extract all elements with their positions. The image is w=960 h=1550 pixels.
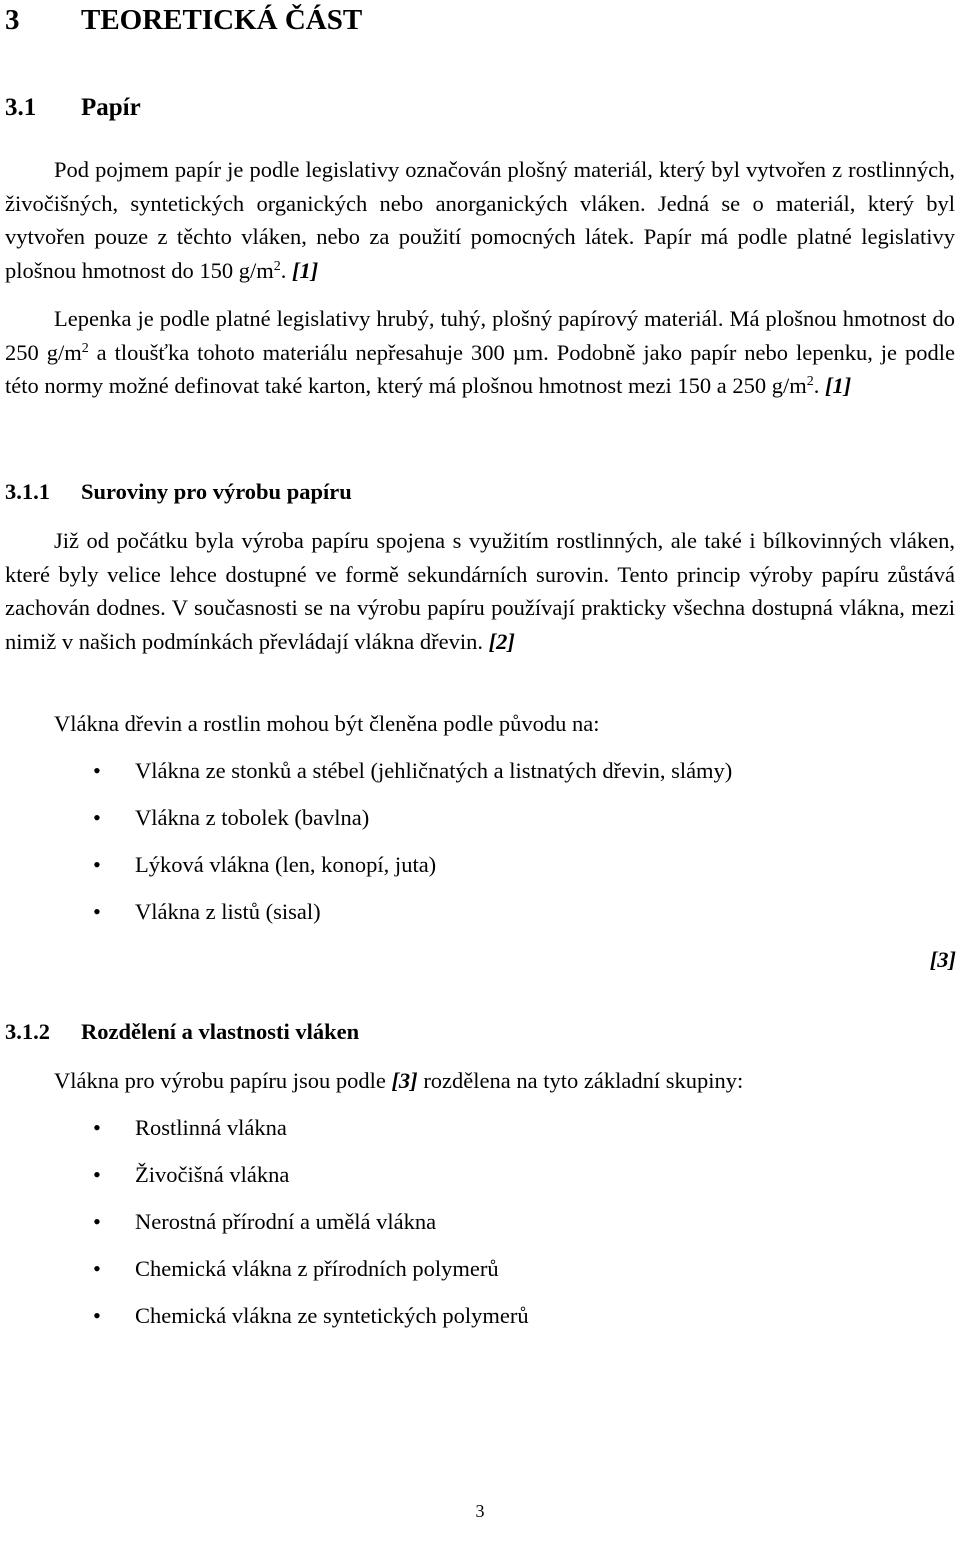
list-intro-groups: Vlákna pro výrobu papíru jsou podle [3] rozdělena na tyto základní skupiny:: [54, 1068, 744, 1093]
bullet-icon: •: [93, 852, 101, 877]
list-item: • Chemická vlákna z přírodních polymerů: [0, 1254, 960, 1301]
paragraph-cardboard-definition: Lepenka je podle platné legislativy hrubý, tuhý, plošný papírový materiál. Má plošnou hmotnost do 250 $g/m^2$ a tloušťka tohoto materiálu nepřesahuje 300 µm. Podobně jako papír nebo lepenku, je podle této normy možné definovat také karton, který má plošnou hmotnost mezi 150 a 250 $g/m^2$. [1]: [5, 306, 955, 399]
paragraph-paper-definition: Pod pojmem papír je podle legislativy označován plošný materiál, který byl vytvořen z rostlinných, živočišných, syntetických organických nebo anorganických vláken. Jedná se o materiál, který byl vytvořen pouze z těchto vláken, nebo za použití pomocných látek. Papír má podle platné legislativy plošnou hmotnost do 150 $g/m^2$. [1]: [5, 157, 955, 284]
bullet-icon: •: [93, 1209, 101, 1234]
bullet-icon: •: [93, 1162, 101, 1187]
list-item: • Rostlinná vlákna: [0, 1113, 960, 1160]
subsection-title: Rozdělení a vlastnosti vláken: [81, 1019, 360, 1044]
citation-link: [1]: [292, 258, 319, 284]
list-item: • Vlákna z listů (sisal): [0, 897, 960, 944]
chapter-heading: [5, 4, 362, 37]
section-number: 3.1: [5, 94, 37, 121]
fiber-groups-list: [0, 1113, 960, 1348]
list-item: • Živočišná vlákna: [0, 1160, 960, 1207]
chapter-title: TEORETICKÁ ČÁST: [81, 4, 363, 36]
subsection-title: Suroviny pro výrobu papíru: [81, 479, 352, 504]
page-number: 3: [475, 1501, 485, 1521]
fiber-origin-list: [0, 756, 960, 944]
citation-link: [3]: [929, 947, 956, 972]
subsection-heading-fiber-classification: [5, 1019, 359, 1045]
list-intro-origin: Vlákna dřevin a rostlin mohou být členěna podle původu na:: [54, 711, 600, 736]
list-item: • Lýková vlákna (len, konopí, juta): [0, 850, 960, 897]
paragraph-raw-materials: Již od počátku byla výroba papíru spojena s využitím rostlinných, ale také i bílkovinných vláken, které byly velice lehce dostupné ve formě sekundárních surovin. Tento princip výroby papíru zůstává zachován dodnes. V současnosti se na výrobu papíru používají prakticky všechna dostupná vlákna, mezi nimiž v našich podmínkách převládají vlákna dřevin. [2]: [5, 528, 955, 655]
list-item: • Nerostná přírodní a umělá vlákna: [0, 1207, 960, 1254]
subsection-heading-raw-materials: [5, 479, 352, 505]
bullet-icon: •: [93, 899, 101, 924]
list-item: • Vlákna ze stonků a stébel (jehličnatých a listnatých dřevin, slámy): [0, 756, 960, 803]
section-heading: [5, 94, 141, 122]
bullet-icon: •: [93, 1115, 101, 1140]
bullet-icon: •: [93, 1256, 101, 1281]
bullet-icon: •: [93, 1303, 101, 1328]
section-title: Papír: [81, 94, 141, 121]
subsection-number: 3.1.1: [5, 479, 50, 504]
citation-link: [1]: [824, 373, 852, 399]
citation-link: [3]: [391, 1068, 418, 1093]
subsection-number: 3.1.2: [5, 1019, 50, 1044]
citation-link: [2]: [488, 629, 515, 655]
list-item: • Vlákna z tobolek (bavlna): [0, 803, 960, 850]
bullet-icon: •: [93, 758, 101, 783]
list-item: • Chemická vlákna ze syntetických polymerů: [0, 1301, 960, 1348]
chapter-number: 3: [5, 4, 20, 36]
bullet-icon: •: [93, 805, 101, 830]
